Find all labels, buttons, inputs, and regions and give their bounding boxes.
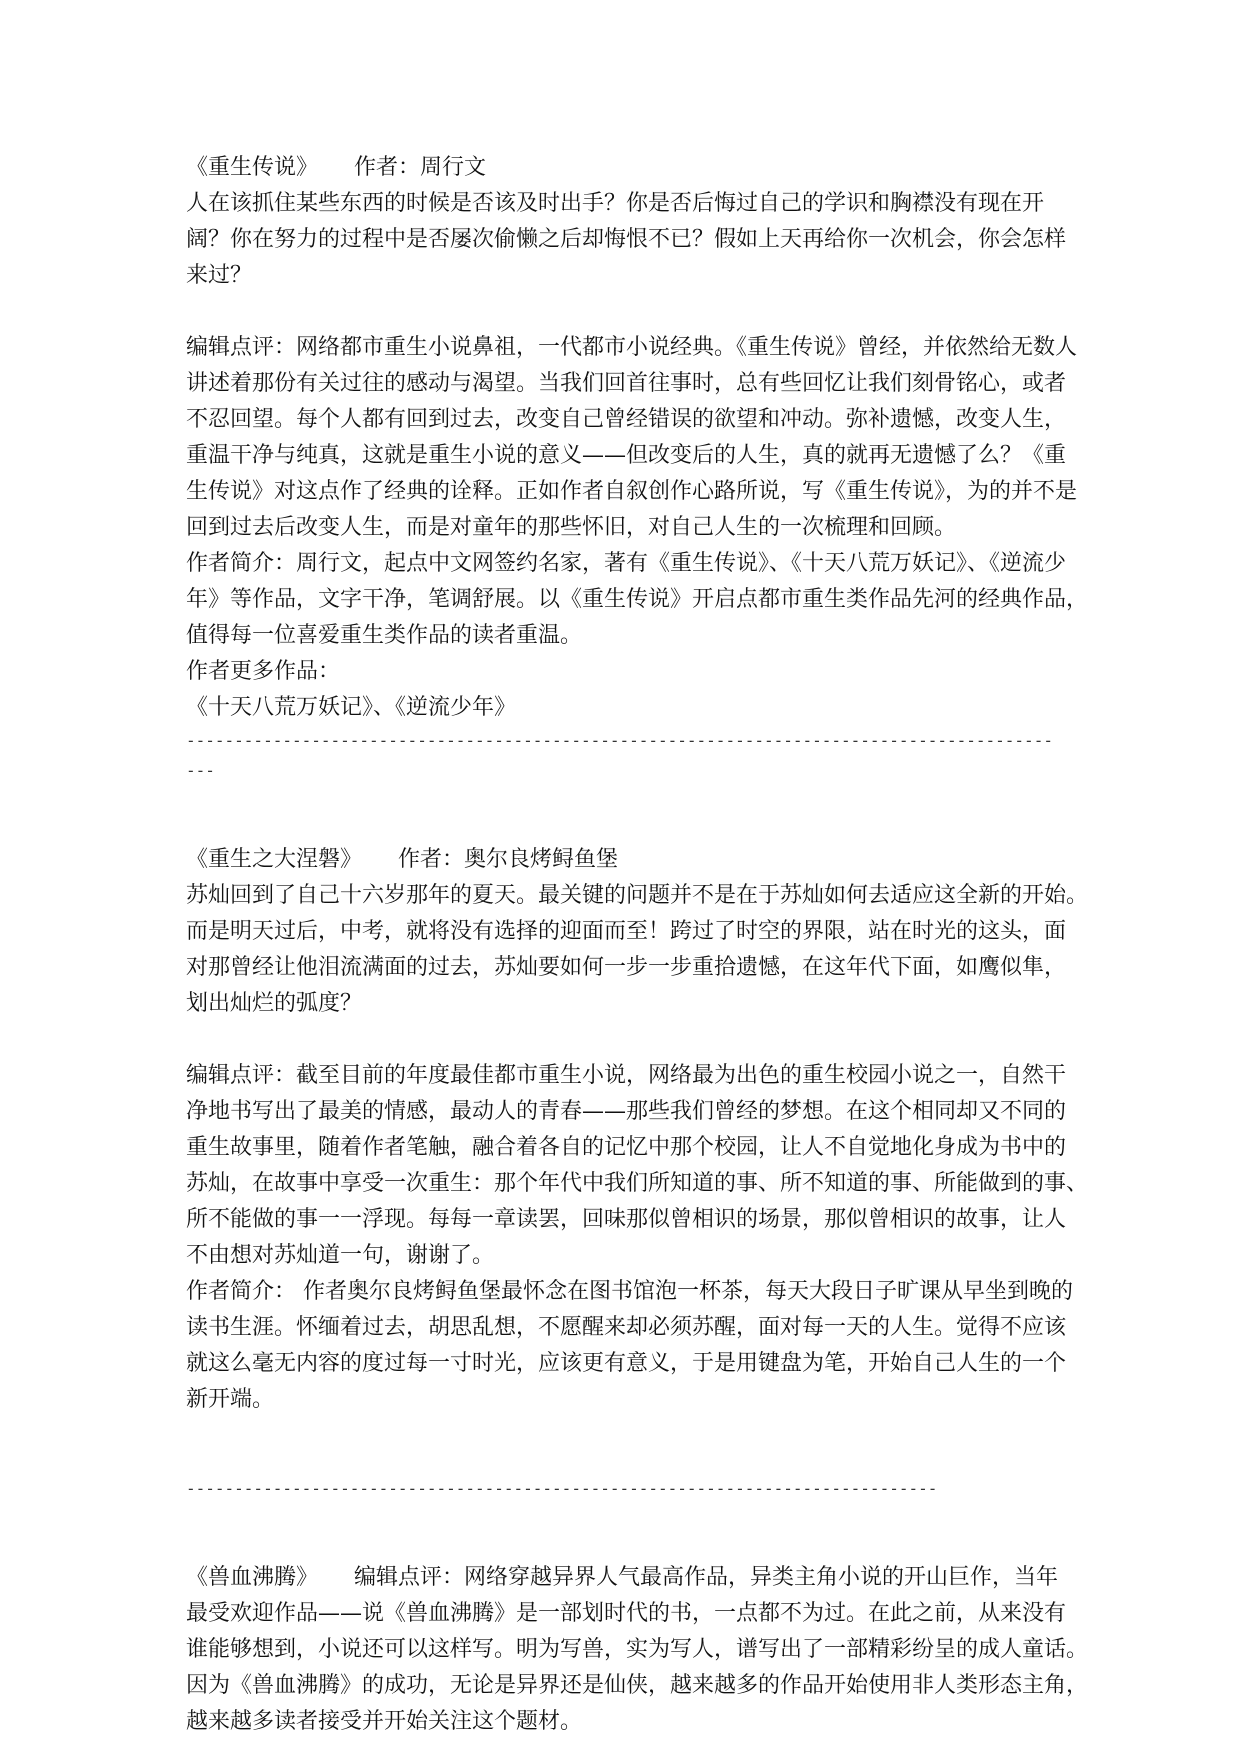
review-line: 净地书写出了最美的情感，最动人的青春——那些我们曾经的梦想。在这个相同却又不同的 [186, 1099, 1067, 1124]
synopsis-line: 而是明天过后，中考，就将没有选择的迎面而至！跨过了时空的界限，站在时光的这头，面 [186, 919, 1067, 944]
book-title-row [186, 150, 1066, 186]
review-line: 重温干净与纯真，这就是重生小说的意义——但改变后的人生，真的就再无遗憾了么？《重 [186, 443, 1067, 468]
synopsis-line: 来过？ [186, 263, 253, 288]
review-line: 不忍回望。每个人都有回到过去，改变自己曾经错误的欲望和冲动。弥补遗憾，改变人生， [186, 407, 1067, 432]
review-line: 编辑点评：截至目前的年度最佳都市重生小说，网络最为出色的重生校园小说之一，自然干 [186, 1063, 1067, 1088]
review-line: 编辑点评：网络穿越异界人气最高作品，异类主角小说的开山巨作，当年 [354, 1565, 1059, 1590]
review-line: 讲述着那份有关过往的感动与渴望。当我们回首往事时，总有些回忆让我们刻骨铭心，或者 [186, 371, 1067, 396]
divider: ------------------------------------------------------------------------------ [186, 1479, 938, 1498]
divider: --- [186, 761, 215, 780]
book-title-row [186, 842, 1066, 878]
bio-line: 年》等作品，文字干净，笔调舒展。以《重生传说》开启点都市重生类作品先河的经典作品， [186, 587, 1089, 612]
review-line: 回到过去后改变人生，而是对童年的那些怀旧，对自己人生的一次梳理和回顾。 [186, 515, 957, 540]
synopsis-line: 划出灿烂的弧度？ [186, 991, 363, 1016]
review-line: 编辑点评：网络都市重生小说鼻祖，一代都市小说经典。《重生传说》曾经，并依然给无数人 [186, 335, 1078, 360]
review-line: 因为《兽血沸腾》的成功，无论是异界还是仙侠，越来越多的作品开始使用非人类形态主角， [186, 1673, 1089, 1698]
more-works: 《十天八荒万妖记》、《逆流少年》 [186, 695, 517, 720]
review-line: 谁能够想到，小说还可以这样写。明为写兽，实为写人，谱写出了一部精彩纷呈的成人童话。 [186, 1637, 1089, 1662]
review-line: 生传说》对这点作了经典的诠释。正如作者自叙创作心路所说，写《重生传说》，为的并不是 [186, 479, 1078, 504]
bio-line: 新开端。 [186, 1387, 275, 1412]
review-line: 所不能做的事一一浮现。每每一章读罢，回味那似曾相识的场景，那似曾相识的故事，让人 [186, 1207, 1067, 1232]
bio-line: 值得每一位喜爱重生类作品的读者重温。 [186, 623, 583, 648]
more-works-label: 作者更多作品： [186, 659, 341, 684]
book-title-row [186, 1560, 1066, 1596]
review-line: 重生故事里，随着作者笔触，融合着各自的记忆中那个校园，让人不自觉地化身成为书中的 [186, 1135, 1067, 1160]
bio-line: 作者简介： 作者奥尔良烤鲟鱼堡最怀念在图书馆泡一杯茶，每天大段日子旷课从早坐到晚的 [186, 1279, 1073, 1304]
review-line: 最受欢迎作品——说《兽血沸腾》是一部划时代的书，一点都不为过。在此之前，从来没有 [186, 1601, 1067, 1626]
review-line: 不由想对苏灿道一句，谢谢了。 [186, 1243, 495, 1268]
book-title: 《兽血沸腾》 [186, 1565, 319, 1590]
synopsis-line: 人在该抓住某些东西的时候是否该及时出手？你是否后悔过自己的学识和胸襟没有现在开 [186, 191, 1045, 216]
review-line: 苏灿，在故事中享受一次重生：那个年代中我们所知道的事、所不知道的事、所能做到的事、 [186, 1171, 1089, 1196]
synopsis-line: 苏灿回到了自己十六岁那年的夏天。最关键的问题并不是在于苏灿如何去适应这全新的开始。 [186, 883, 1089, 908]
divider: ------------------------------------------------------------------------------------------ [186, 731, 1053, 750]
book-author: 作者：奥尔良烤鲟鱼堡 [398, 847, 619, 872]
bio-line: 读书生涯。怀缅着过去，胡思乱想，不愿醒来却必须苏醒，面对每一天的人生。觉得不应该 [186, 1315, 1067, 1340]
document-page [186, 150, 1089, 1740]
book-author: 作者：周行文 [354, 155, 487, 180]
bio-line: 就这么毫无内容的度过每一寸时光，应该更有意义，于是用键盘为笔，开始自己人生的一个 [186, 1351, 1067, 1376]
synopsis-line: 对那曾经让他泪流满面的过去，苏灿要如何一步一步重拾遗憾，在这年代下面，如鹰似隼， [186, 955, 1067, 980]
synopsis-line: 阔？你在努力的过程中是否屡次偷懒之后却悔恨不已？假如上天再给你一次机会，你会怎样 [186, 227, 1067, 252]
bio-line: 作者简介：周行文，起点中文网签约名家，著有《重生传说》、《十天八荒万妖记》、《逆流少 [186, 551, 1067, 576]
book-title: 《重生之大涅磐》 [186, 847, 363, 872]
book-title: 《重生传说》 [186, 155, 319, 180]
review-line: 越来越多读者接受并开始关注这个题材。 [186, 1709, 583, 1734]
